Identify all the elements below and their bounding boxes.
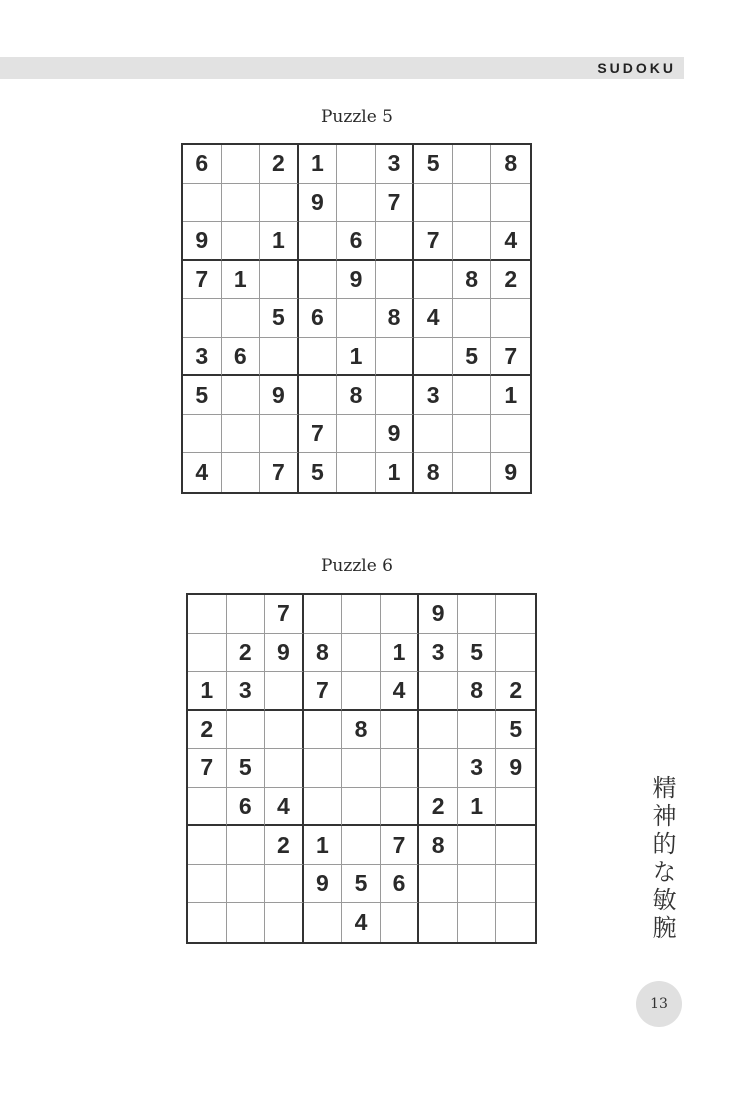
sudoku-cell: 3 [227, 672, 266, 711]
sudoku-cell: 9 [376, 415, 415, 454]
sudoku-cell: 9 [337, 261, 376, 300]
sudoku-cell [260, 415, 299, 454]
sudoku-cell: 9 [504, 459, 518, 486]
sudoku-cell [342, 788, 381, 827]
puzzle-6-title: Puzzle 6 [320, 556, 394, 576]
page-number: 13 [650, 996, 668, 1012]
sudoku-cell: 5 [227, 749, 266, 788]
sudoku-cell: 7 [376, 184, 415, 223]
sudoku-cell: 2 [496, 672, 535, 711]
sudoku-cell: 4 [183, 453, 222, 492]
sudoku-cell [337, 415, 376, 454]
sudoku-cell: 5 [183, 376, 222, 415]
sudoku-cell [337, 453, 376, 492]
sudoku-cell [222, 145, 261, 184]
sudoku-cell [381, 788, 420, 827]
sudoku-cell [414, 261, 453, 300]
sudoku-cell: 7 [260, 453, 299, 492]
sudoku-cell: 7 [381, 826, 420, 865]
sudoku-cell: 9 [183, 222, 222, 261]
sudoku-cell [496, 826, 535, 865]
sudoku-cell [304, 749, 343, 788]
sudoku-cell [188, 865, 227, 904]
sudoku-cell: 1 [299, 145, 338, 184]
sudoku-cell [222, 453, 261, 492]
sudoku-cell: 2 [419, 788, 458, 827]
sudoku-cell [496, 865, 535, 904]
sudoku-cell: 8 [337, 376, 376, 415]
sudoku-cell: 9 [496, 749, 535, 788]
page-number-badge [636, 981, 682, 1027]
sudoku-cell: 8 [304, 634, 343, 673]
sudoku-cell: 1 [304, 826, 343, 865]
sudoku-cell [376, 261, 415, 300]
sudoku-cell: 2 [260, 145, 299, 184]
sudoku-cell [260, 184, 299, 223]
sudoku-cell [376, 338, 415, 377]
sudoku-cell [265, 672, 304, 711]
sudoku-cell [222, 299, 261, 338]
sudoku-cell [188, 634, 227, 673]
sudoku-cell [299, 261, 338, 300]
sudoku-cell: 3 [458, 749, 497, 788]
sudoku-cell: 1 [260, 222, 299, 261]
sudoku-cell [227, 711, 266, 750]
sudoku-cell [458, 711, 497, 750]
sudoku-cell: 6 [299, 299, 338, 338]
sudoku-cell [453, 184, 492, 223]
sudoku-cell: 9 [260, 376, 299, 415]
sudoku-cell [414, 415, 453, 454]
sudoku-cell: 4 [265, 788, 304, 827]
sudoku-cell [419, 865, 458, 904]
puzzle-5-title: Puzzle 5 [320, 107, 394, 127]
sudoku-cell [496, 788, 535, 827]
sudoku-cell [265, 865, 304, 904]
sudoku-cell [183, 184, 222, 223]
sudoku-cell: 9 [265, 634, 304, 673]
sudoku-cell: 5 [458, 634, 497, 673]
sudoku-cell [222, 184, 261, 223]
sudoku-cell: 1 [381, 634, 420, 673]
sudoku-cell [299, 338, 338, 377]
sudoku-cell: 6 [381, 865, 420, 904]
sudoku-cell: 2 [188, 711, 227, 750]
sudoku-cell [376, 222, 415, 261]
sudoku-cell [419, 711, 458, 750]
sudoku-cell [304, 711, 343, 750]
section-label: SUDOKU [597, 60, 676, 76]
sudoku-cell [453, 376, 492, 415]
sudoku-cell [419, 749, 458, 788]
sudoku-cell [260, 338, 299, 377]
sudoku-cell [342, 634, 381, 673]
sudoku-cell [453, 145, 492, 184]
sudoku-cell [381, 595, 420, 634]
puzzle-5-grid [181, 143, 532, 494]
sudoku-cell [265, 903, 304, 942]
sudoku-cell [222, 376, 261, 415]
sudoku-cell: 8 [419, 826, 458, 865]
sudoku-cell [265, 711, 304, 750]
sudoku-cell [188, 903, 227, 942]
sudoku-cell: 1 [188, 672, 227, 711]
sudoku-cell [496, 903, 535, 942]
sudoku-cell [453, 415, 492, 454]
sudoku-cell [342, 672, 381, 711]
sudoku-cell [342, 595, 381, 634]
sudoku-cell: 2 [491, 261, 530, 300]
side-caption: 精神的な敏腕 [648, 775, 676, 943]
sudoku-cell: 4 [491, 222, 530, 261]
sudoku-cell [227, 903, 266, 942]
sudoku-cell [227, 865, 266, 904]
sudoku-cell [414, 184, 453, 223]
sudoku-cell [337, 299, 376, 338]
sudoku-cell [491, 415, 530, 454]
sudoku-cell [183, 415, 222, 454]
sudoku-cell: 3 [419, 634, 458, 673]
sudoku-cell [453, 222, 492, 261]
sudoku-cell [419, 903, 458, 942]
sudoku-cell: 5 [453, 338, 492, 377]
sudoku-cell: 9 [299, 184, 338, 223]
sudoku-cell [342, 826, 381, 865]
sudoku-cell: 1 [222, 261, 261, 300]
sudoku-cell [342, 749, 381, 788]
sudoku-cell [496, 634, 535, 673]
sudoku-cell [458, 903, 497, 942]
sudoku-cell [381, 903, 420, 942]
sudoku-cell [227, 595, 266, 634]
sudoku-cell: 3 [376, 145, 415, 184]
sudoku-cell [299, 376, 338, 415]
sudoku-cell: 3 [414, 376, 453, 415]
sudoku-cell [188, 826, 227, 865]
sudoku-cell: 3 [183, 338, 222, 377]
sudoku-cell [491, 299, 530, 338]
sudoku-cell: 5 [342, 865, 381, 904]
sudoku-cell [381, 749, 420, 788]
puzzle-6-grid [186, 593, 537, 944]
sudoku-cell [183, 299, 222, 338]
sudoku-cell: 8 [414, 453, 453, 492]
sudoku-cell: 8 [453, 261, 492, 300]
sudoku-cell: 1 [337, 338, 376, 377]
sudoku-cell: 4 [381, 672, 420, 711]
sudoku-cell [453, 453, 492, 492]
sudoku-cell: 8 [342, 711, 381, 750]
sudoku-cell [337, 145, 376, 184]
sudoku-cell: 6 [227, 788, 266, 827]
sudoku-cell [260, 261, 299, 300]
header-band [0, 57, 684, 79]
sudoku-cell [376, 376, 415, 415]
sudoku-cell [453, 299, 492, 338]
sudoku-cell [304, 595, 343, 634]
sudoku-cell: 1 [491, 376, 530, 415]
sudoku-cell: 2 [227, 634, 266, 673]
sudoku-cell: 7 [183, 261, 222, 300]
sudoku-cell: 2 [265, 826, 304, 865]
sudoku-cell [337, 184, 376, 223]
sudoku-cell: 7 [265, 595, 304, 634]
sudoku-cell [188, 595, 227, 634]
sudoku-cell [227, 826, 266, 865]
sudoku-cell [265, 749, 304, 788]
sudoku-cell: 1 [376, 453, 415, 492]
sudoku-cell: 9 [304, 865, 343, 904]
sudoku-cell: 5 [496, 711, 535, 750]
sudoku-cell [299, 222, 338, 261]
sudoku-cell: 6 [222, 338, 261, 377]
sudoku-cell: 5 [414, 145, 453, 184]
sudoku-cell: 9 [419, 595, 458, 634]
sudoku-cell [496, 595, 535, 634]
sudoku-cell: 7 [299, 415, 338, 454]
sudoku-cell: 7 [188, 749, 227, 788]
sudoku-cell [458, 826, 497, 865]
sudoku-cell [304, 903, 343, 942]
sudoku-cell: 7 [304, 672, 343, 711]
sudoku-cell [458, 865, 497, 904]
sudoku-cell [381, 711, 420, 750]
sudoku-cell: 4 [414, 299, 453, 338]
sudoku-cell [304, 788, 343, 827]
sudoku-cell: 7 [414, 222, 453, 261]
sudoku-cell [222, 415, 261, 454]
sudoku-cell: 4 [342, 903, 381, 942]
sudoku-cell [419, 672, 458, 711]
sudoku-cell [491, 184, 530, 223]
sudoku-cell: 5 [299, 453, 338, 492]
sudoku-cell: 6 [183, 145, 222, 184]
sudoku-cell: 8 [376, 299, 415, 338]
sudoku-cell [414, 338, 453, 377]
sudoku-cell: 8 [458, 672, 497, 711]
sudoku-cell: 8 [491, 145, 530, 184]
sudoku-cell: 6 [337, 222, 376, 261]
sudoku-cell: 1 [458, 788, 497, 827]
sudoku-cell [458, 595, 497, 634]
sudoku-cell [188, 788, 227, 827]
sudoku-cell [222, 222, 261, 261]
sudoku-cell: 5 [260, 299, 299, 338]
sudoku-cell: 7 [491, 338, 530, 377]
